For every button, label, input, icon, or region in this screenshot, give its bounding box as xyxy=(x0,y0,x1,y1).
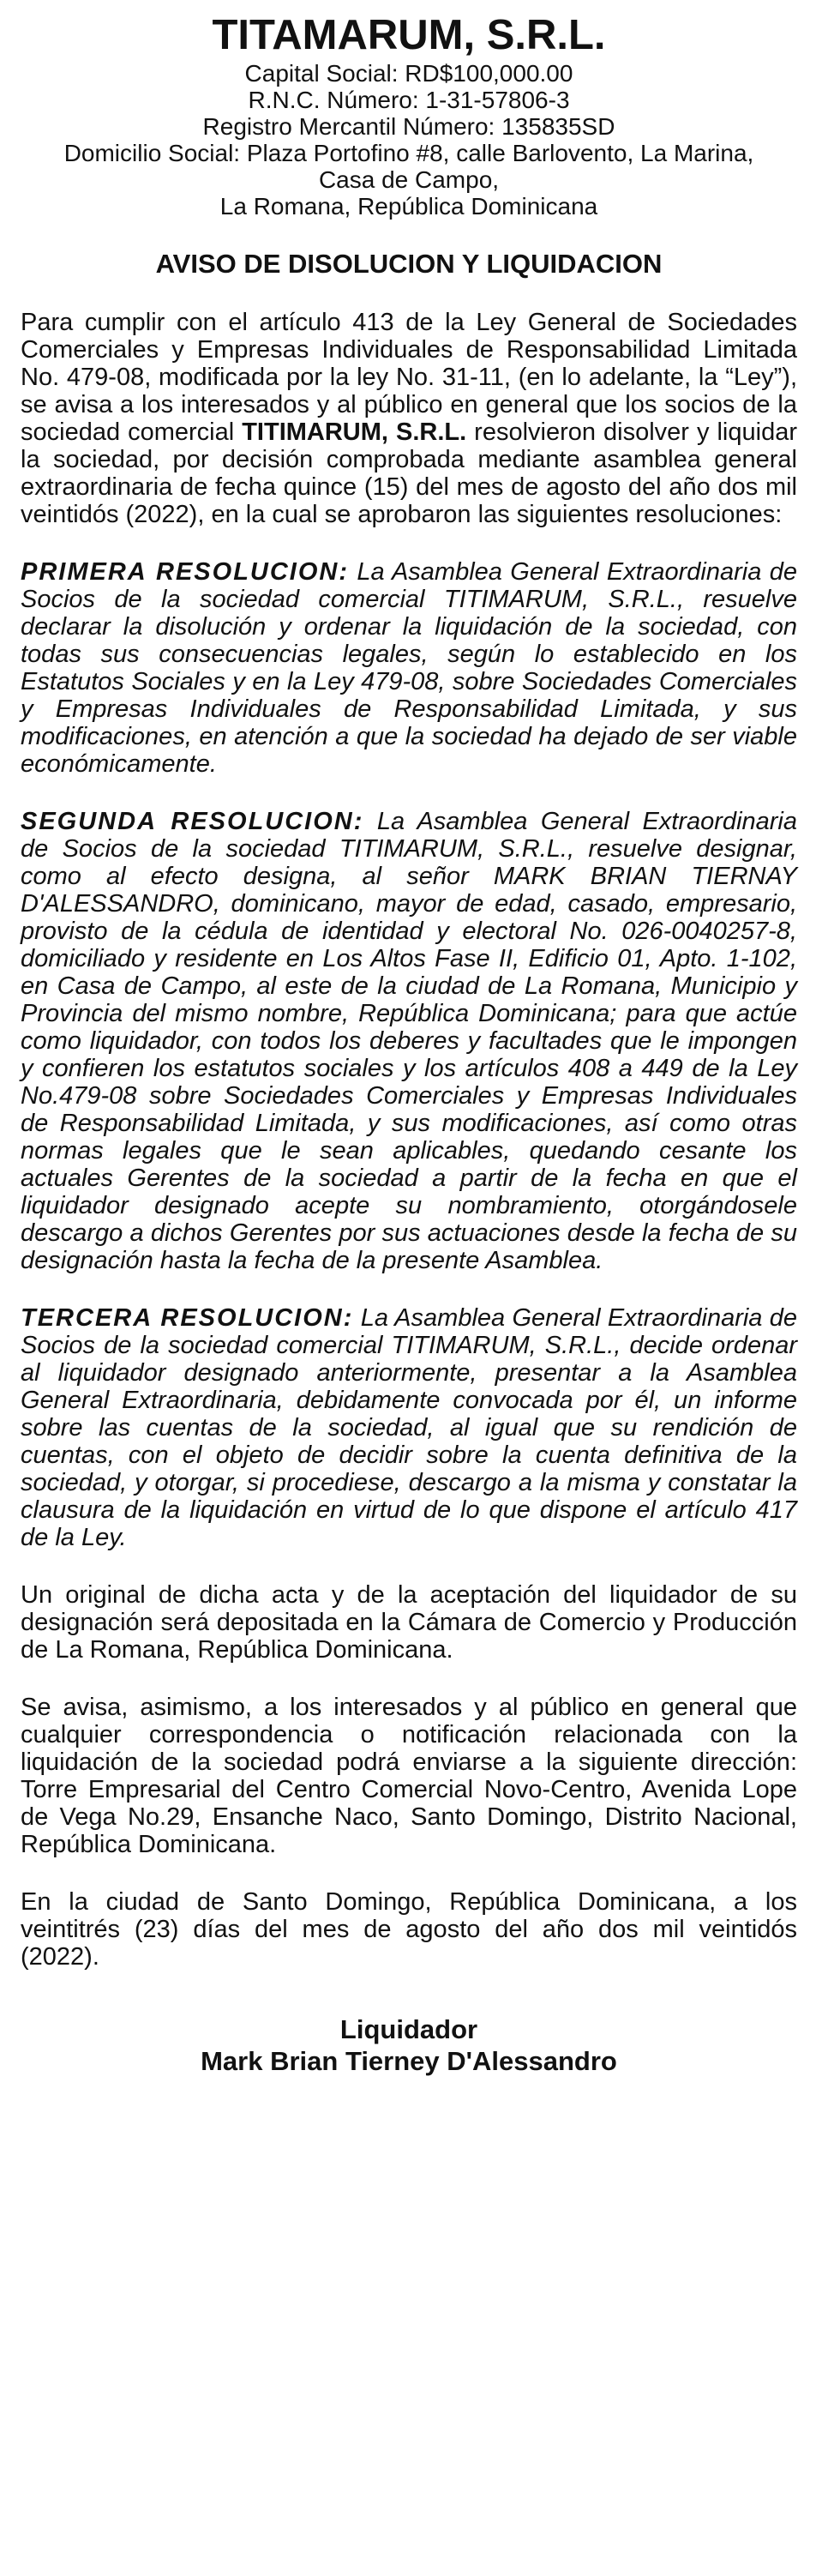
signature-role: Liquidador xyxy=(339,2014,478,2044)
registro-mercantil: Registro Mercantil Número: 135835SD xyxy=(202,113,615,140)
primera-resolucion-text: La Asamblea General Extraordinaria de Socios de la sociedad comercial TITIMARUM, S.R.L., resuelve declarar la disolución y ordenar la liquidación de la sociedad, con todas sus consecuencias legales, según lo establecido en los Estatutos Sociales y en la Ley 479-08, sobre Sociedades Comerciales y Empresas Individuales de Responsabilidad Limitada, y sus modificaciones, en atención a que la sociedad ha dejado de ser viable económicamente. xyxy=(21,558,797,778)
signature-block xyxy=(21,2013,797,2077)
domicilio-line-2: Casa de Campo, xyxy=(318,166,500,193)
tercera-resolucion-text: La Asamblea General Extraordinaria de Socios de la sociedad comercial TITIMARUM, S.R.L., decide ordenar al liquidador designado anteriormente, presentar a la Asamblea General Extraordinaria, debidamente convocada por él, un informe sobre las cuentas de la sociedad, al igual que su rendición de cuentas, con el objeto de decidir sobre la cuenta definitiva de la sociedad, y otorgar, si procediese, descargo a la misma y constatar la clausura de la liquidación en virtud de lo que dispone el artículo 417 de la Ley. xyxy=(21,1304,797,1551)
primera-resolucion xyxy=(21,558,797,778)
aviso-direccion-paragraph: Se avisa, asimismo, a los interesados y al público en general que cualquier correspondencia o notificación relacionada con la liquidación de la sociedad podrá enviarse a la siguiente dirección: Torre Empresarial del Centro Comercial Novo-Centro, Avenida Lope de Vega No.29, Ensanche Naco, Santo Domingo, Distrito Nacional, República Dominicana. xyxy=(21,1694,797,1858)
segunda-resolucion-heading: SEGUNDA RESOLUCION: xyxy=(21,808,364,835)
fecha-lugar-paragraph: En la ciudad de Santo Domingo, República Dominicana, a los veintitrés (23) días del mes de agosto del año dos mil veintidós (2022). xyxy=(21,1888,797,1971)
tercera-resolucion xyxy=(21,1304,797,1551)
domicilio-line-1: Domicilio Social: Plaza Portofino #8, calle Barlovento, La Marina, xyxy=(63,140,754,166)
company-name: TITAMARUM, S.R.L. xyxy=(212,12,606,58)
intro-text-2: resolvieron disolver y liquidar la sociedad, por decisión comprobada mediante asamblea general extraordinaria de fecha quince (15) del mes de agosto del año dos mil veintidós (2022), en la cual se aprobaron las siguientes resoluciones: xyxy=(21,418,797,528)
original-acta-paragraph: Un original de dicha acta y de la aceptación del liquidador de su designación será depositada en la Cámara de Comercio y Producción de La Romana, República Dominicana. xyxy=(21,1581,797,1664)
rnc-number: R.N.C. Número: 1-31-57806-3 xyxy=(248,87,570,113)
domicilio-line-3: La Romana, República Dominicana xyxy=(219,193,598,220)
notice-title: AVISO DE DISOLUCION Y LIQUIDACION xyxy=(155,249,663,279)
intro-company-name: TITIMARUM, S.R.L. xyxy=(242,418,467,446)
tercera-resolucion-heading: TERCERA RESOLUCION: xyxy=(21,1304,354,1332)
primera-resolucion-heading: PRIMERA RESOLUCION: xyxy=(21,558,350,586)
intro-paragraph xyxy=(21,309,797,528)
segunda-resolucion-text: La Asamblea General Extraordinaria de Socios de la sociedad TITIMARUM, S.R.L., resuelve designar, como al efecto designa, al señor MARK BRIAN TIERNAY D'ALESSANDRO, dominicano, mayor de edad, casado, empresario, provisto de la cédula de identidad y electoral No. 026-0040257-8, domiciliado y residente en Los Altos Fase II, Edificio 01, Apto. 1-102, en Casa de Campo, al este de la ciudad de La Romana, Municipio y Provincia del mismo nombre, República Dominicana; para que actúe como liquidador, con todos los deberes y facultades que le impongen y confieren los estatutos sociales y los artículos 408 a 449 de la Ley No.479-08 sobre Sociedades Comerciales y Empresas Individuales de Responsabilidad Limitada, y sus modificaciones, así como otras normas legales que le sean aplicables, quedando cesante los actuales Gerentes de la sociedad a partir de la fecha en que el liquidador designado acepte su nombramiento, otorgándosele descargo a dichos Gerentes por sus actuaciones desde la fecha de su designación hasta la fecha de la presente Asamblea. xyxy=(21,808,797,1274)
capital-social: Capital Social: RD$100,000.00 xyxy=(244,60,573,87)
intro-text-1: Para cumplir con el artículo 413 de la Ley General de Sociedades Comerciales y Empresas Individuales de Responsabilidad Limitada No. 479-08, modificada por la ley No. 31-11, (en lo adelante, la “Ley”), se avisa a los interesados y al público en general que los socios de la sociedad comercial xyxy=(21,309,797,446)
signature-name: Mark Brian Tierney D'Alessandro xyxy=(201,2046,617,2076)
segunda-resolucion xyxy=(21,808,797,1274)
company-header xyxy=(21,12,797,220)
